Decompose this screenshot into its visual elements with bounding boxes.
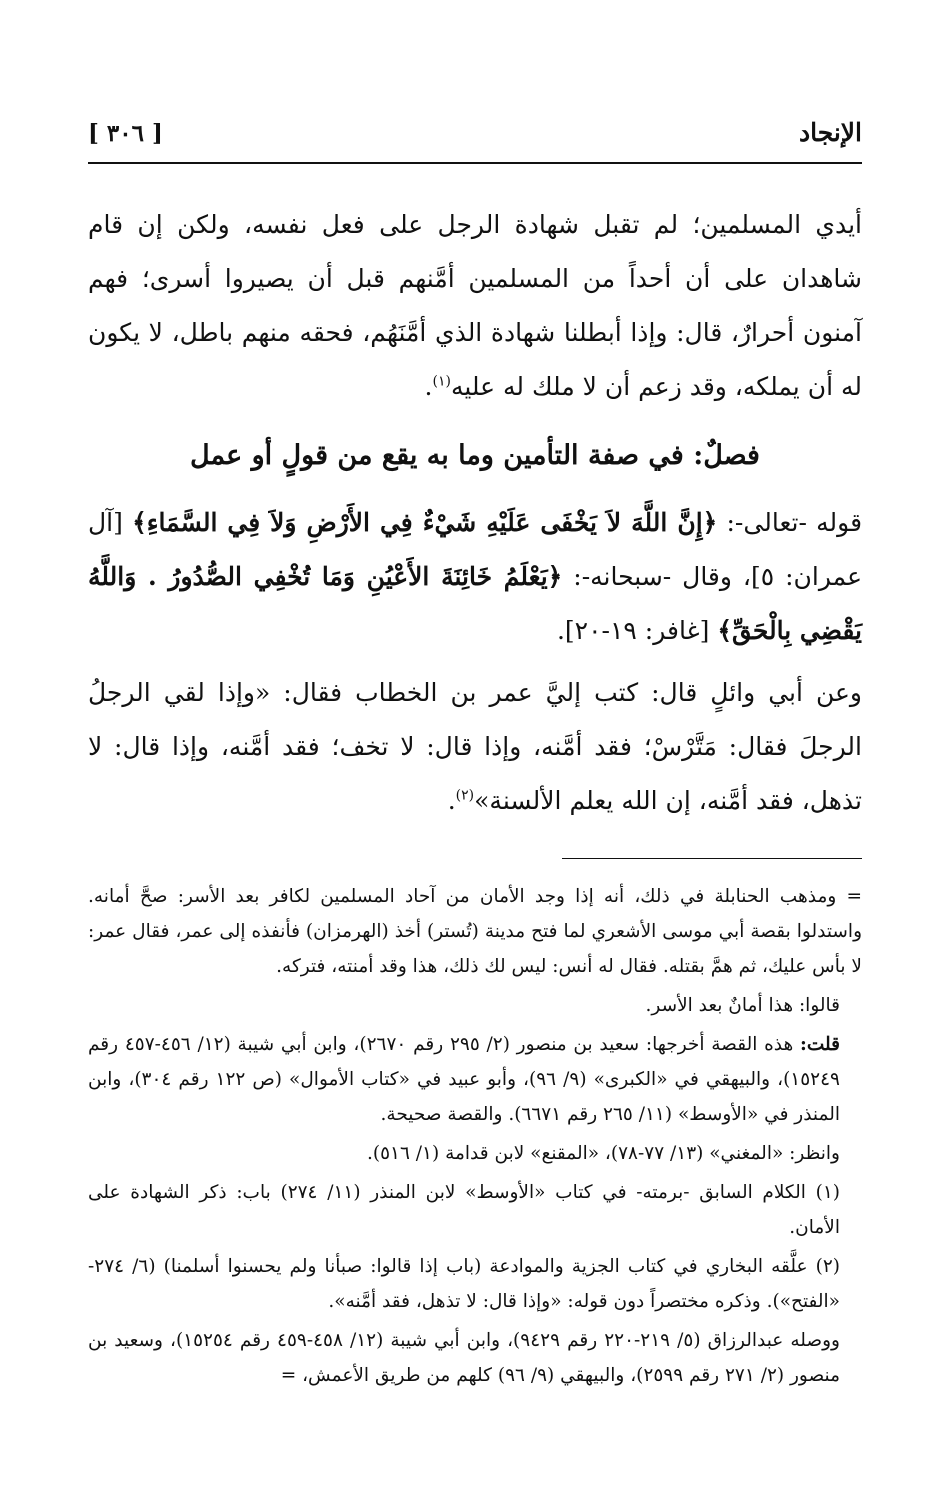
quran-verse-2: ﴿يَعْلَمُ خَائِنَةَ الأَعْيُنِ وَمَا تُخْفِي الصُّدُورُ . وَاللَّهُ يَقْضِي بِالْحَقِّ﴾	[88, 562, 862, 645]
page-number: [ ٣٠٦ ]	[88, 120, 163, 147]
paragraph-text: [آل عمران: ٥]، وقال -سبحانه-:	[88, 508, 863, 591]
header-rule	[88, 162, 862, 164]
footnote-2: (٢) علَّقه البخاري في كتاب الجزية والموادعة (باب إذا قالوا: صبأنا ولم يحسنوا أسلمنا) (٦/ ٢٧٤- «الفتح»). وذكره مختصراً دون قوله: «وإذا قال: لا تذهل، فقد أمَّنه».	[88, 1256, 840, 1312]
footnote-ref-1: (١)	[432, 373, 451, 390]
running-title: الإنجاد	[798, 118, 862, 147]
qult-text: هذه القصة أخرجها: سعيد بن منصور (٢/ ٢٩٥ رقم ٢٦٧٠)، وابن أبي شيبة (١٢/ ٤٥٦-٤٥٧ رقم ١٥٢٤٩)، والبيهقي في «الكبرى» (٩/ ٩٦)، وأبو عبيد في «كتاب الأموال» (ص ١٢٢ رقم ٣٠٤)، وابن المنذر في «الأوسط» (١١/ ٢٦٥ رقم ٦٦٧١). والقصة صحيحة.	[88, 1034, 840, 1125]
body-paragraph-1	[88, 198, 862, 414]
footnote-continuation: = ومذهب الحنابلة في ذلك، أنه إذا وجد الأمان من آحاد المسلمين لكافر بعد الأسر: صحَّ أمانه. واستدلوا بقصة أبي موسى الأشعري لما فتح مدينة (تُستر) أخذ (الهرمزان) فأنفذه إلى عمر، فقال عمر: لا بأس عليك، ثم همَّ بقتله. فقال له أنس: ليس لك ذلك، هذا وقد أمنته، فتركه.	[88, 886, 862, 977]
body-paragraph-3	[88, 666, 862, 828]
body-paragraph-2	[88, 496, 862, 658]
qult-label: قلت:	[800, 1034, 840, 1055]
footnote-rule	[562, 858, 862, 859]
paragraph-end: .	[447, 786, 456, 815]
footnote-ref-2: (٢)	[455, 787, 475, 804]
quran-verse-1: ﴿إِنَّ اللَّهَ لاَ يَخْفَى عَلَيْهِ شَيْءٌ فِي الأَرْضِ وَلاَ فِي السَّمَاءِ﴾	[132, 508, 718, 537]
footnote-continuation-2: قالوا: هذا أمانٌ بعد الأسر.	[645, 995, 840, 1016]
paragraph-text: [غافر: ١٩-٢٠].	[556, 616, 718, 645]
section-heading: فصلٌ: في صفة التأمين وما به يقع من قولٍ أو عمل	[190, 440, 760, 471]
footnote-2-continued: ووصله عبدالرزاق (٥/ ٢١٩-٢٢٠ رقم ٩٤٢٩)، وابن أبي شيبة (١٢/ ٤٥٨-٤٥٩ رقم ١٥٢٥٤)، وسعيد بن منصور (٢/ ٢٧١ رقم ٢٥٩٩)، والبيهقي (٩/ ٩٦) كلهم من طريق الأعمش، =	[88, 1330, 840, 1386]
footnote-qult	[88, 1027, 862, 1132]
paragraph-text: أيدي المسلمين؛ لم تقبل شهادة الرجل على فعل نفسه، ولكن إن قام شاهدان على أن أحداً من المسلمين أمَّنهم قبل أن يصيروا أسرى؛ فهم آمنون أحرارٌ، قال: وإذا أبطلنا شهادة الذي أمَّنَهُم، فحقه منهم باطل، لا يكون له أن يملكه، وقد زعم أن لا ملك له عليه	[88, 210, 862, 401]
paragraph-text: وعن أبي وائلٍ قال: كتب إليَّ عمر بن الخطاب فقال: «وإذا لقي الرجلُ الرجلَ فقال: مَتَّرْسْ؛ فقد أمَّنه، وإذا قال: لا تخف؛ فقد أمَّنه، وإذا قال: لا تذهل، فقد أمَّنه، إن الله يعلم الألسنة»	[88, 678, 862, 815]
footnote-1: (١) الكلام السابق -برمته- في كتاب «الأوسط» لابن المنذر (١١/ ٢٧٤) باب: ذكر الشهادة على الأمان.	[88, 1182, 840, 1238]
page-header	[88, 118, 862, 162]
paragraph-end: .	[424, 372, 433, 401]
footnote-unzur: وانظر: «المغني» (١٣/ ٧٧-٧٨)، «المقنع» لابن قدامة (١/ ٥١٦).	[367, 1143, 840, 1164]
paragraph-text: قوله -تعالى-:	[717, 508, 863, 537]
